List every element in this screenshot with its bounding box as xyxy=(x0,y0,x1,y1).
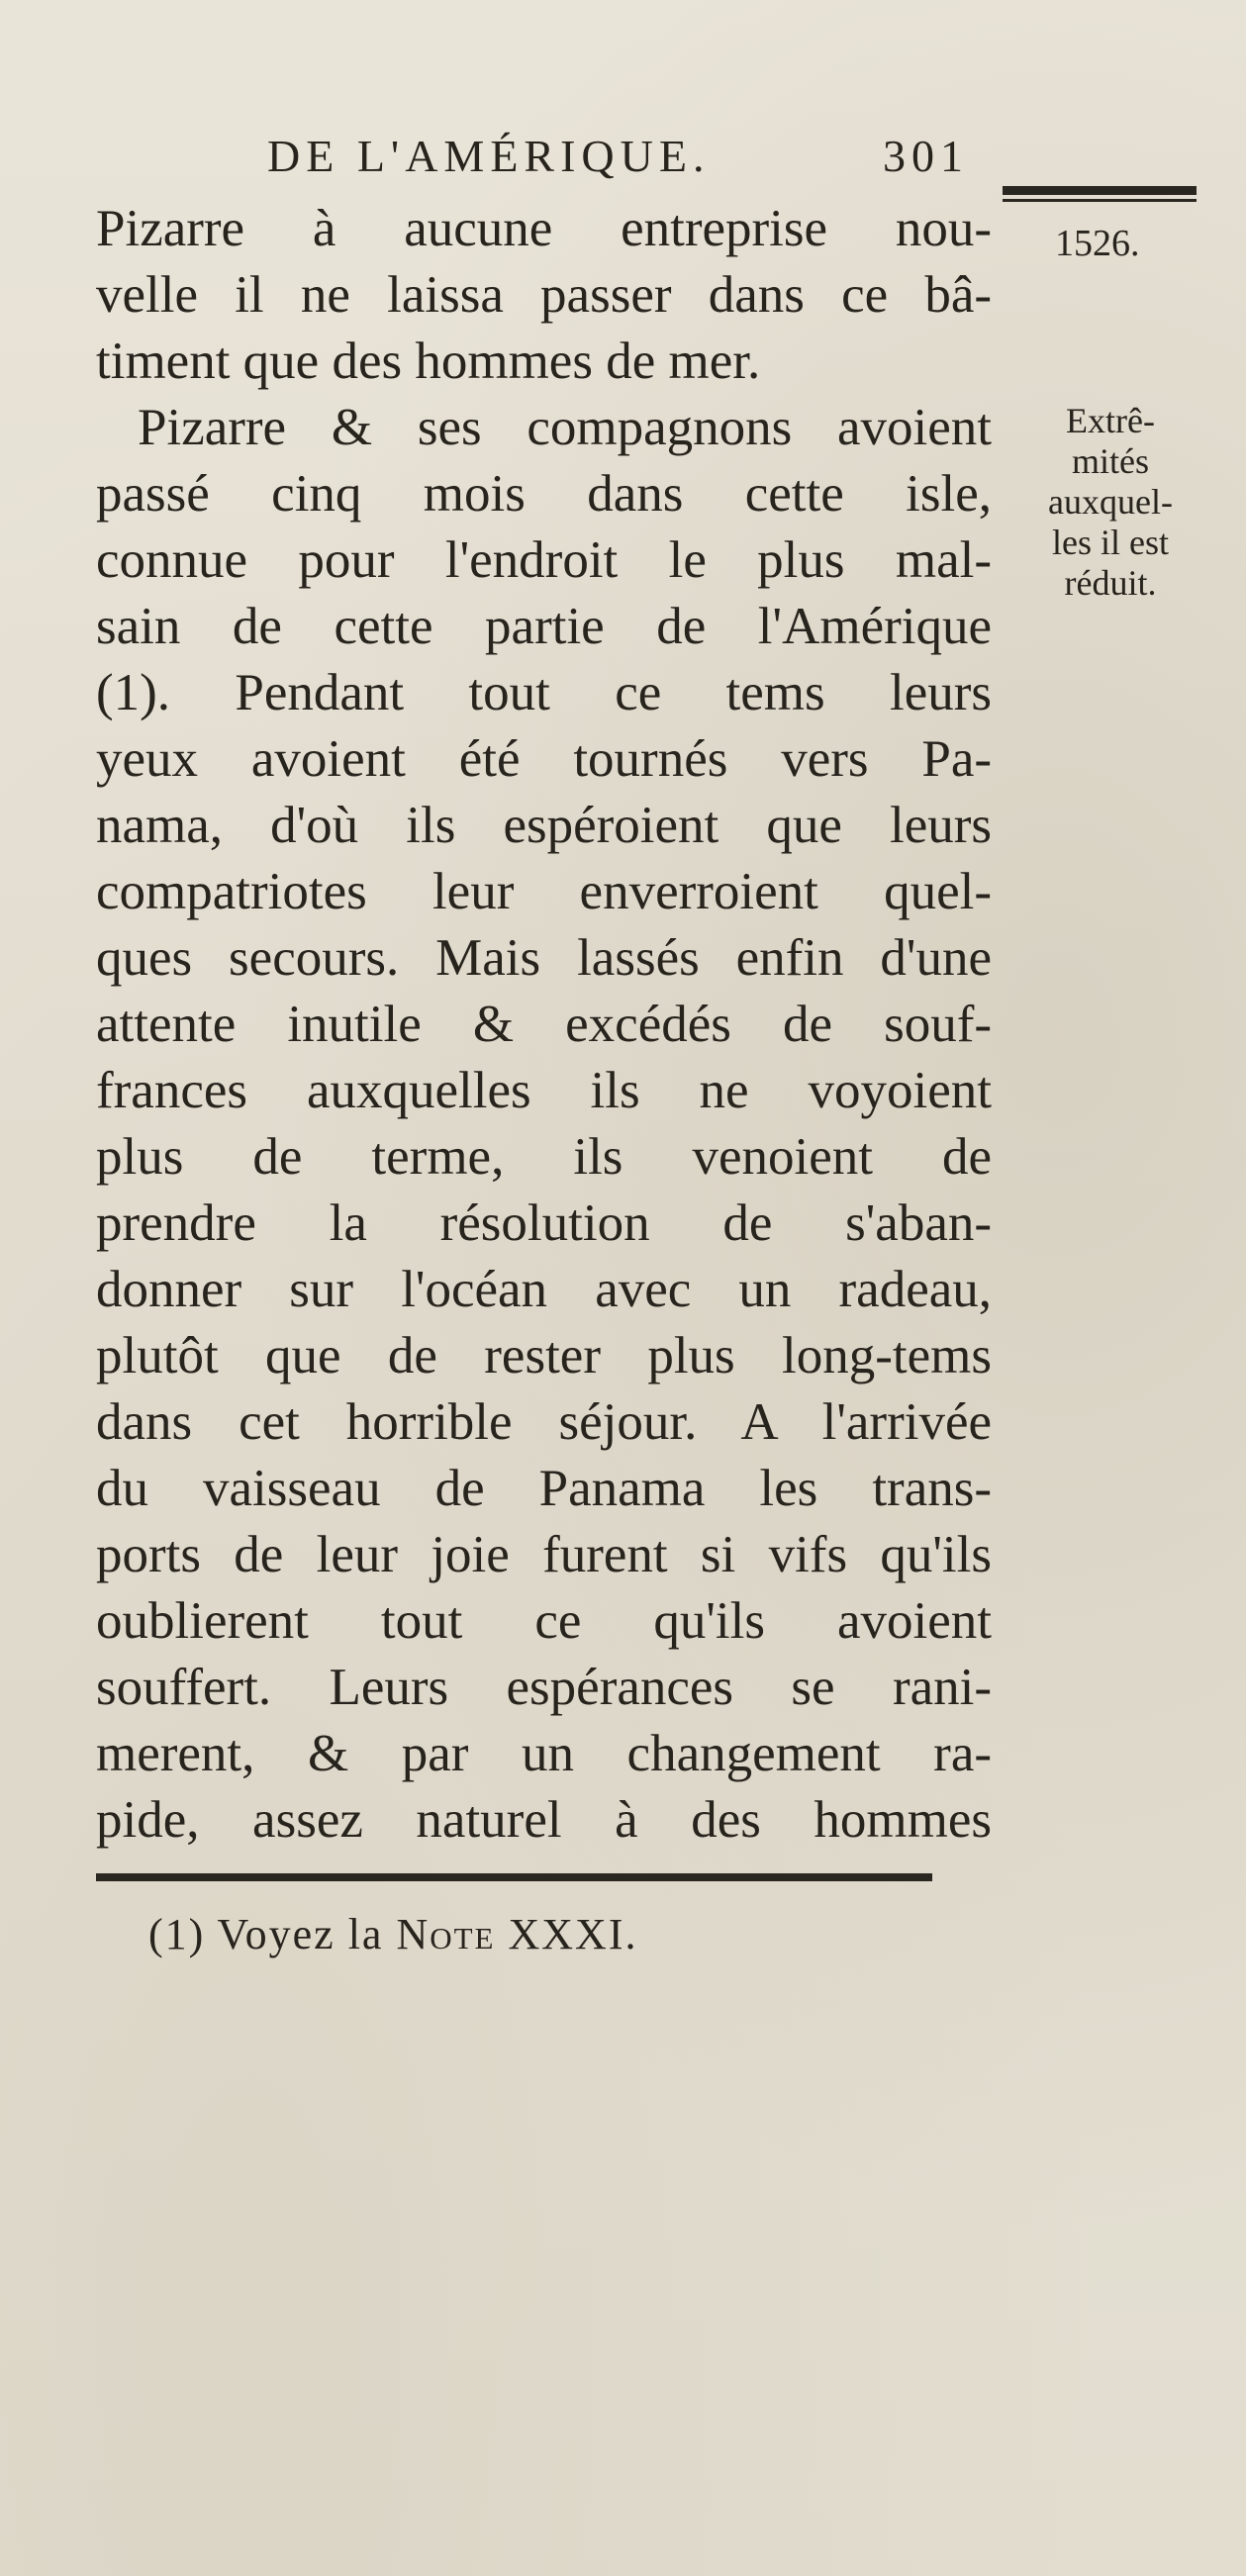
body-line: souffert. Leurs espérances se rani- xyxy=(96,1659,992,1716)
body-line: donner sur l'océan avec un radeau, xyxy=(96,1261,992,1318)
body-line: oublierent tout ce qu'ils avoient xyxy=(96,1592,992,1650)
body-line: frances auxquelles ils ne voyoient xyxy=(96,1062,992,1119)
year-rule xyxy=(1003,186,1197,204)
sidenote-line: mités xyxy=(1072,441,1149,481)
body-line: sain de cette partie de l'Amérique xyxy=(96,598,992,655)
footnote-text: Voyez la xyxy=(217,1910,384,1958)
footnote xyxy=(148,1905,637,1964)
body-line: plus de terme, ils venoient de xyxy=(96,1128,992,1186)
running-header xyxy=(267,127,1000,186)
body-line: Pizarre & ses compagnons avoient xyxy=(138,399,992,456)
body-line: attente inutile & excédés de souf- xyxy=(96,996,992,1053)
body-line: passé cinq mois dans cette isle, xyxy=(96,465,992,523)
body-line: prendre la résolution de s'aban- xyxy=(96,1194,992,1252)
running-title: DE L'AMÉRIQUE. xyxy=(267,131,711,181)
body-line: plutôt que de rester plus long-tems xyxy=(96,1327,992,1384)
body-line: compatriotes leur enverroient quel- xyxy=(96,863,992,920)
body-line: timent que des hommes de mer. xyxy=(96,333,761,390)
body-text xyxy=(96,196,992,1854)
body-line: nama, d'où ils espéroient que leurs xyxy=(96,797,992,854)
margin-sidenote xyxy=(1002,401,1219,604)
year-rule-thin xyxy=(1003,199,1197,202)
body-line: yeux avoient été tournés vers Pa- xyxy=(96,730,992,788)
body-line: du vaisseau de Panama les trans- xyxy=(96,1460,992,1517)
body-line: ques secours. Mais lassés enfin d'une xyxy=(96,929,992,987)
footnote-note-label: Note XXXI. xyxy=(396,1910,638,1958)
sidenote-line: Extrê- xyxy=(1066,401,1155,440)
sidenote-line: réduit. xyxy=(1064,563,1157,603)
body-line: Pizarre à aucune entreprise nou- xyxy=(96,200,992,257)
body-line: ports de leur joie furent si vifs qu'ils xyxy=(96,1526,992,1583)
sidenote-line: les il est xyxy=(1052,523,1169,562)
margin-year: 1526. xyxy=(1055,223,1140,264)
body-line: dans cet horrible séjour. A l'arrivée xyxy=(96,1393,992,1451)
footnote-marker: (1) xyxy=(148,1910,206,1958)
body-line: merent, & par un changement ra- xyxy=(96,1725,992,1782)
body-line: pide, assez naturel à des hommes xyxy=(96,1791,992,1849)
body-line: (1). Pendant tout ce tems leurs xyxy=(96,664,992,721)
body-line: velle il ne laissa passer dans ce bâ- xyxy=(96,266,992,324)
footnote-rule xyxy=(96,1873,932,1881)
body-line: connue pour l'endroit le plus mal- xyxy=(96,531,992,589)
page-number: 301 xyxy=(883,131,969,181)
sidenote-line: auxquel- xyxy=(1048,482,1173,522)
year-rule-thick xyxy=(1003,186,1197,195)
